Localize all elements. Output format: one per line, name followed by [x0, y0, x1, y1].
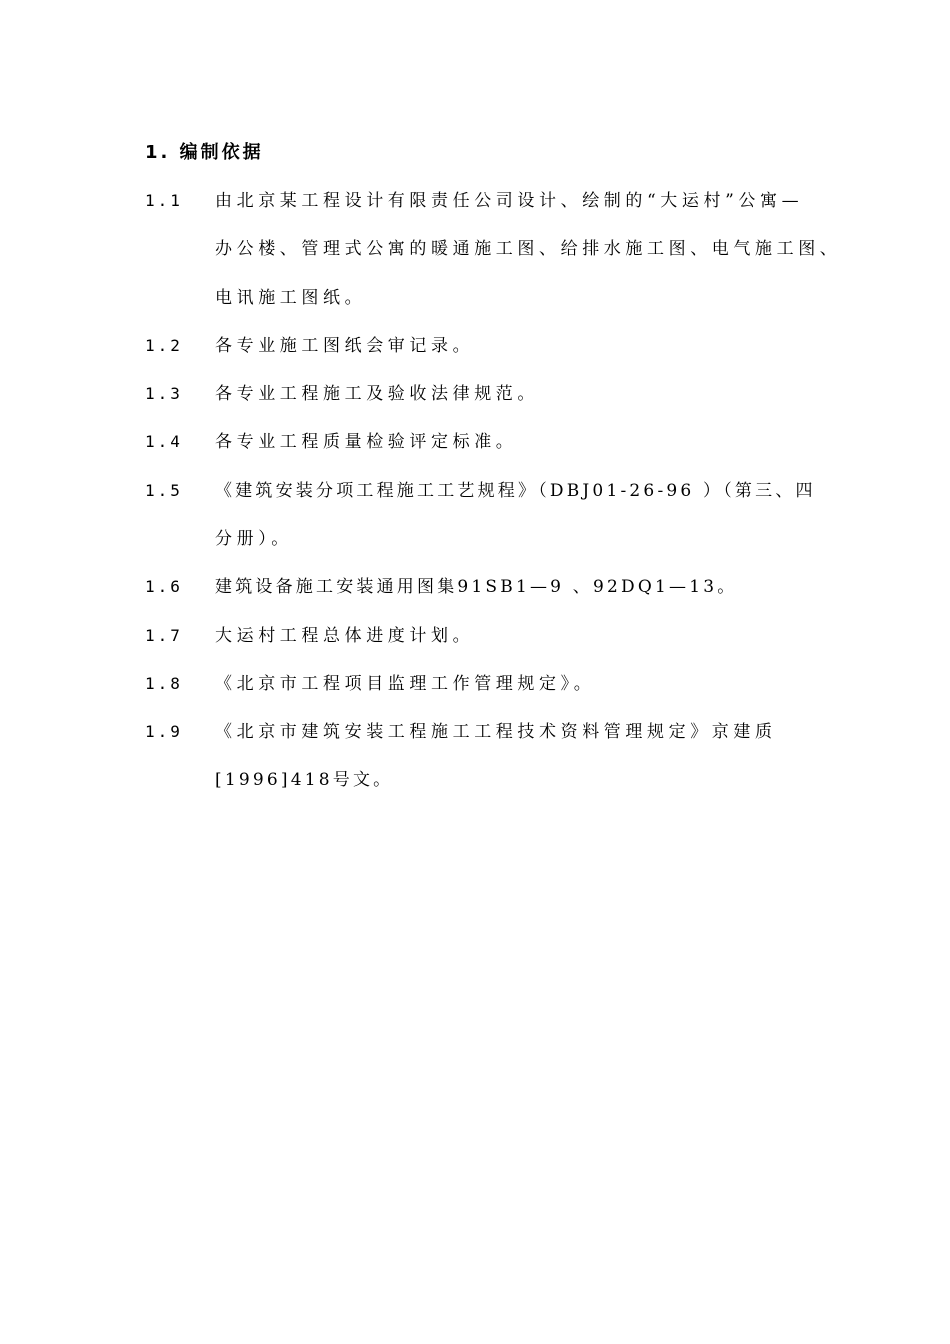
item-text-line: 各专业工程质量检验评定标准。 — [215, 432, 518, 452]
item-text-line: 分册）。 — [215, 529, 293, 549]
item-text-line: 《北京市工程项目监理工作管理规定》。 — [215, 674, 596, 694]
item-text-line: 建筑设备施工安装通用图集91SB1—9 、92DQ1—13。 — [215, 577, 738, 597]
item-text-line: 《北京市建筑安装工程施工工程技术资料管理规定》京建质 — [215, 722, 777, 742]
section-heading: 1. 编制依据 — [145, 142, 264, 163]
item-number: 1.4 — [145, 432, 183, 451]
item-number: 1.9 — [145, 722, 183, 741]
item-number: 1.3 — [145, 384, 183, 403]
item-number: 1.2 — [145, 336, 183, 355]
item-number: 1.5 — [145, 481, 183, 500]
item-number: 1.8 — [145, 674, 183, 693]
item-text-line: 电讯施工图纸。 — [215, 288, 367, 308]
item-number: 1.7 — [145, 626, 183, 645]
item-text-line: 各专业施工图纸会审记录。 — [215, 336, 475, 356]
item-number: 1.1 — [145, 191, 183, 210]
item-text-line: 由北京某工程设计有限责任公司设计、绘制的“大运村”公寓— — [215, 191, 804, 211]
item-number: 1.6 — [145, 577, 183, 596]
item-text-line: [1996]418号文。 — [215, 770, 394, 790]
item-text-line: 《建筑安装分项工程施工工艺规程》（DBJ01-26-96 ）（第三、四 — [215, 481, 816, 501]
item-text-line: 大运村工程总体进度计划。 — [215, 626, 475, 646]
item-text-line: 办公楼、管理式公寓的暖通施工图、给排水施工图、电气施工图、 — [215, 239, 842, 259]
item-text-line: 各专业工程施工及验收法律规范。 — [215, 384, 539, 404]
